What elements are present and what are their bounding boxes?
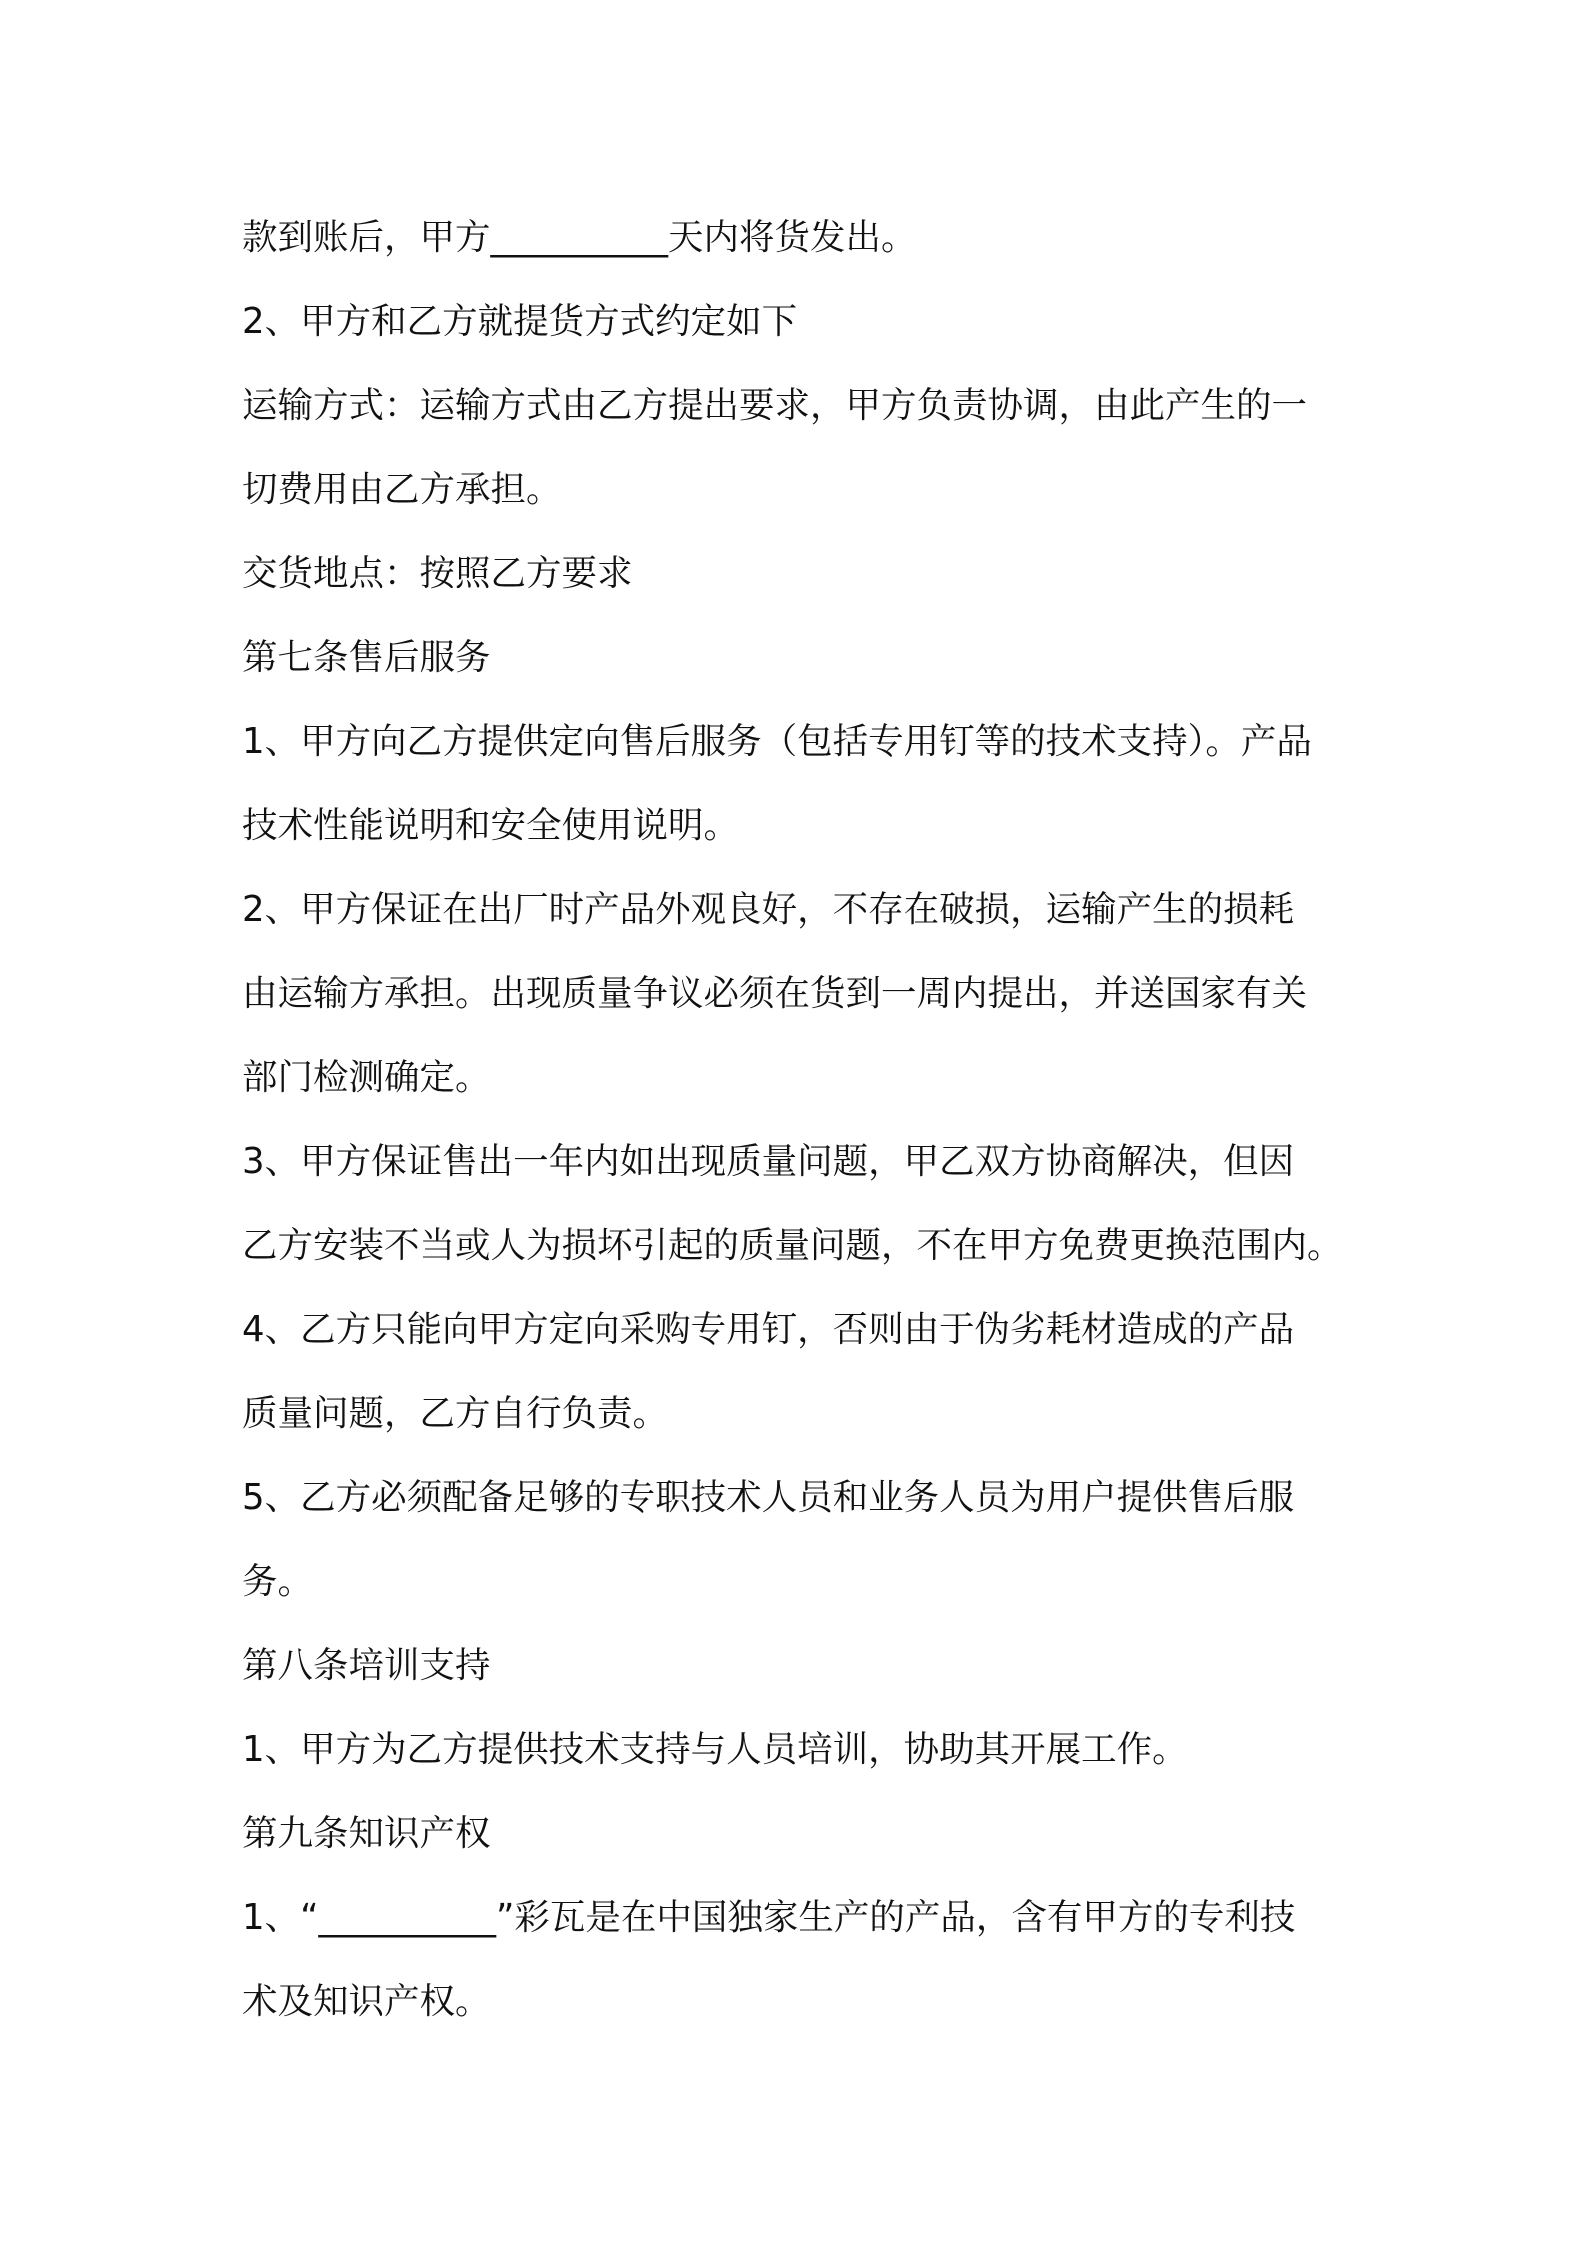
text-line-ip-1a: 1、“__________”彩瓦是在中国独家生产的产品，含有甲方的专利技 — [242, 1897, 1296, 1938]
text-line-service-5a: 5、乙方必须配备足够的专职技术人员和业务人员为用户提供售后服 — [242, 1477, 1295, 1518]
text-line-service-1b: 技术性能说明和安全使用说明。 — [242, 805, 740, 846]
text-line-service-4a: 4、乙方只能向甲方定向采购专用钉，否则由于伪劣耗材造成的产品 — [242, 1309, 1295, 1350]
text-line-service-3b: 乙方安装不当或人为损坏引起的质量问题，不在甲方免费更换范围内。 — [242, 1225, 1343, 1266]
heading-article-9: 第九条知识产权 — [242, 1813, 491, 1854]
text-line-service-2a: 2、甲方保证在出厂时产品外观良好，不存在破损，运输产生的损耗 — [242, 889, 1295, 930]
document-body — [242, 196, 1392, 2044]
text-line-service-3a: 3、甲方保证售出一年内如出现质量问题，甲乙双方协商解决，但因 — [242, 1141, 1295, 1182]
text-line-delivery-place: 交货地点：按照乙方要求 — [242, 553, 633, 594]
text-line-service-1a: 1、甲方向乙方提供定向售后服务（包括专用钉等的技术支持）。产品 — [242, 721, 1312, 762]
text-line-service-2b: 由运输方承担。出现质量争议必须在货到一周内提出，并送国家有关 — [242, 973, 1308, 1014]
heading-article-7: 第七条售后服务 — [242, 637, 491, 678]
text-line-ip-1b: 术及知识产权。 — [242, 1981, 491, 2022]
text-line-delivery-time: 款到账后，甲方__________天内将货发出。 — [242, 217, 917, 258]
text-line-service-5b: 务。 — [242, 1561, 314, 1602]
text-line-transport-cost: 切费用由乙方承担。 — [242, 469, 562, 510]
text-line-service-4b: 质量问题，乙方自行负责。 — [242, 1393, 669, 1434]
text-line-transport-method: 运输方式：运输方式由乙方提出要求，甲方负责协调，由此产生的一 — [242, 385, 1308, 426]
text-line-service-2c: 部门检测确定。 — [242, 1057, 491, 1098]
heading-article-8: 第八条培训支持 — [242, 1645, 491, 1686]
text-line-pickup-method: 2、甲方和乙方就提货方式约定如下 — [242, 301, 798, 342]
text-line-training-1: 1、甲方为乙方提供技术支持与人员培训，协助其开展工作。 — [242, 1729, 1188, 1770]
